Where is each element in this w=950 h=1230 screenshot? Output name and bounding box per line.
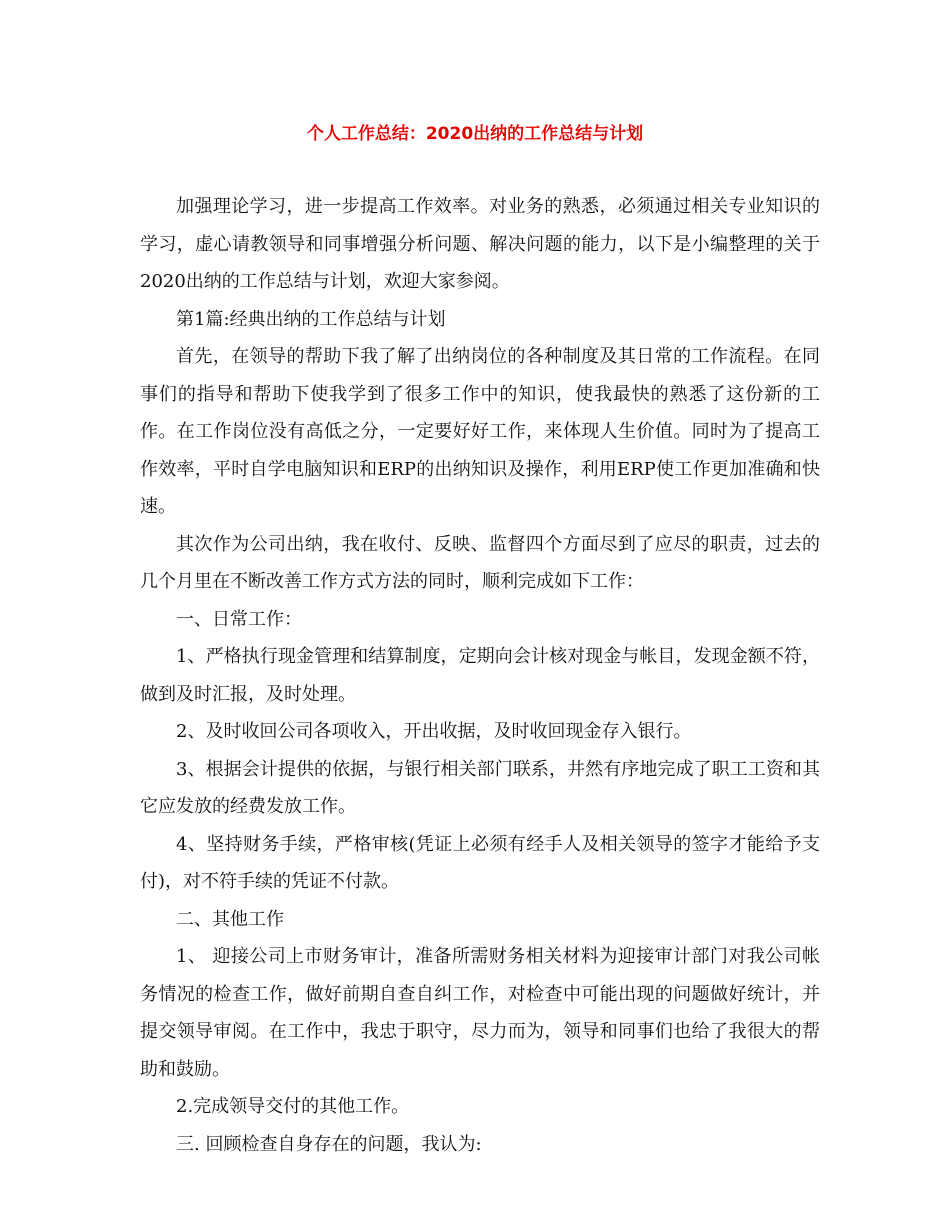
subheading-other-work: 二、其他工作 [176,908,284,930]
list-item: 1、严格执行现金管理和结算制度，定期向会计核对现金与帐目，发现金额不符，做到及时汇报，及时处理。 [140,646,820,705]
paragraph: 其次作为公司出纳，我在收付、反映、监督四个方面尽到了应尽的职责，过去的几个月里在不断改善工作方式方法的同时，顺利完成如下工作： [140,533,820,592]
list-item: 3、根据会计提供的依据，与银行相关部门联系，井然有序地完成了职工工资和其它应发放的经费发放工作。 [140,758,820,817]
list-item: 2.完成领导交付的其他工作。 [176,1096,410,1117]
document-title: 个人工作总结：2020出纳的工作总结与计划 [306,124,644,144]
subheading-review: 三. 回顾检查自身存在的问题，我认为: [176,1133,482,1155]
paragraph: 首先，在领导的帮助下我了解了出纳岗位的各种制度及其日常的工作流程。在同事们的指导和帮助下使我学到了很多工作中的知识，使我最快的熟悉了这份新的工作。在工作岗位没有高低之分，一定要好好工作，来体现人生价值。同时为了提高工作效率，平时自学电脑知识和ERP的出纳知识及操作，利用ERP使工作更加准确和快速。 [140,346,820,517]
section-heading-part-1: 第1篇:经典出纳的工作总结与计划 [176,308,446,330]
document-body [140,188,820,1163]
subheading-daily-work: 一、日常工作： [176,608,302,630]
list-item: 4、坚持财务手续，严格审核(凭证上必须有经手人及相关领导的签字才能给予支付)，对不符手续的凭证不付款。 [140,833,820,892]
paragraph-intro: 加强理论学习，进一步提高工作效率。对业务的熟悉，必须通过相关专业知识的学习，虚心请教领导和同事增强分析问题、解决问题的能力，以下是小编整理的关于2020出纳的工作总结与计划，欢迎大家参阅。 [140,196,820,292]
list-item: 1、 迎接公司上市财务审计，准备所需财务相关材料为迎接审计部门对我公司帐务情况的检查工作，做好前期自查自纠工作，对检查中可能出现的问题做好统计，并提交领导审阅。在工作中，我忠于职守，尽力而为，领导和同事们也给了我很大的帮助和鼓励。 [140,946,820,1080]
list-item: 2、及时收回公司各项收入，开出收据，及时收回现金存入银行。 [176,721,692,742]
